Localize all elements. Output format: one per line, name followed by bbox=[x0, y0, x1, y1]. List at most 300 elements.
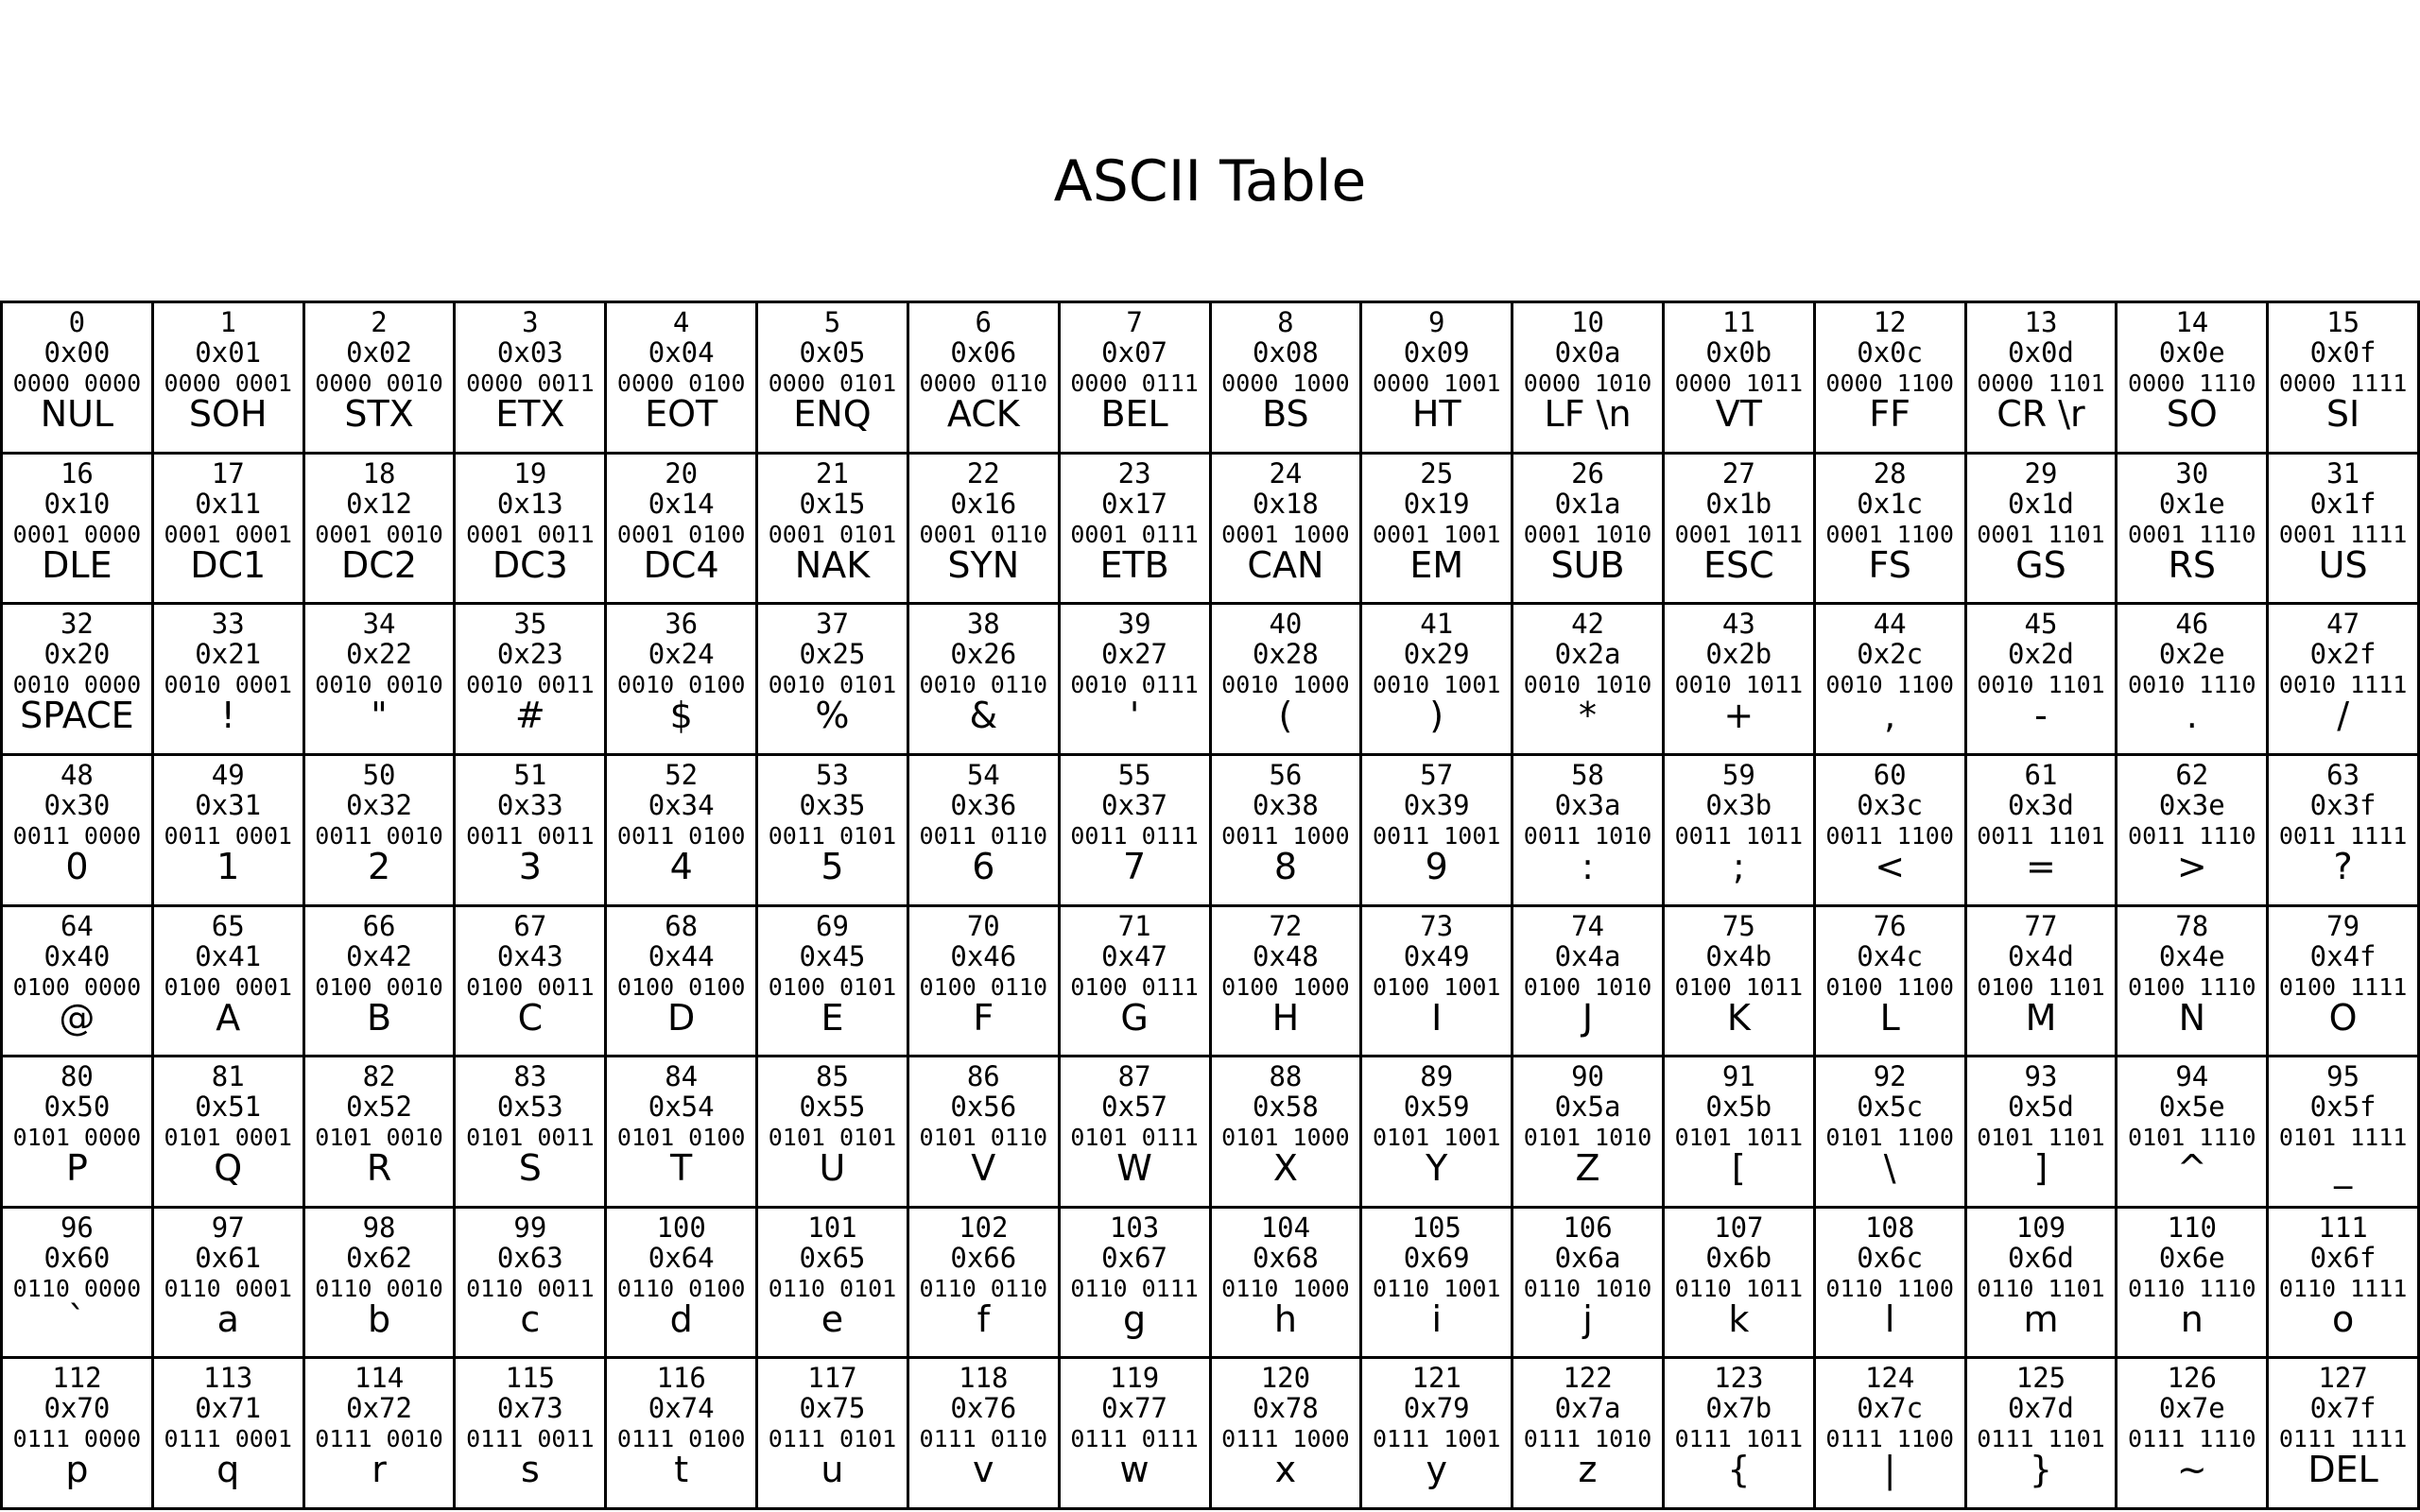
character-symbol: US bbox=[2318, 543, 2368, 586]
hex-value: 0x44 bbox=[648, 939, 715, 972]
binary-value: 0100 1001 bbox=[1372, 972, 1501, 1001]
ascii-cell bbox=[305, 303, 457, 455]
decimal-value: 30 bbox=[2175, 456, 2209, 490]
character-symbol: $ bbox=[669, 695, 693, 737]
character-symbol: Y bbox=[1426, 1147, 1448, 1190]
character-symbol: c bbox=[520, 1297, 541, 1340]
binary-value: 0110 1101 bbox=[1977, 1274, 2105, 1302]
ascii-cell bbox=[1061, 1057, 1212, 1209]
ascii-cell bbox=[456, 303, 607, 455]
ascii-cell bbox=[607, 907, 758, 1058]
character-symbol: C bbox=[517, 996, 544, 1039]
decimal-value: 4 bbox=[672, 306, 690, 338]
hex-value: 0x7c bbox=[1857, 1392, 1924, 1425]
character-symbol: W bbox=[1116, 1147, 1152, 1190]
decimal-value: 55 bbox=[1117, 758, 1151, 791]
hex-value: 0x46 bbox=[950, 939, 1017, 972]
binary-value: 0100 0101 bbox=[768, 972, 897, 1001]
decimal-value: 91 bbox=[1721, 1060, 1755, 1093]
hex-value: 0x47 bbox=[1101, 939, 1168, 972]
ascii-cell bbox=[1212, 1209, 1363, 1360]
ascii-cell bbox=[1212, 605, 1363, 756]
decimal-value: 50 bbox=[362, 758, 396, 791]
ascii-table bbox=[0, 301, 2420, 1510]
decimal-value: 27 bbox=[1721, 456, 1755, 490]
decimal-value: 104 bbox=[1260, 1211, 1311, 1244]
binary-value: 0101 0010 bbox=[315, 1124, 443, 1152]
decimal-value: 79 bbox=[2326, 909, 2360, 942]
decimal-value: 51 bbox=[513, 758, 547, 791]
binary-value: 0010 1111 bbox=[2278, 671, 2408, 699]
character-symbol: ? bbox=[2333, 845, 2353, 887]
binary-value: 0011 0011 bbox=[466, 821, 595, 850]
decimal-value: 83 bbox=[513, 1060, 547, 1093]
binary-value: 0001 0100 bbox=[616, 520, 746, 548]
hex-value: 0x2a bbox=[1554, 638, 1621, 671]
character-symbol: ' bbox=[1129, 695, 1140, 737]
decimal-value: 109 bbox=[2015, 1211, 2066, 1244]
decimal-value: 67 bbox=[513, 909, 547, 942]
binary-value: 0000 0100 bbox=[616, 369, 746, 397]
ascii-cell bbox=[607, 455, 758, 606]
hex-value: 0x72 bbox=[346, 1392, 412, 1425]
hex-value: 0x21 bbox=[195, 638, 262, 671]
hex-value: 0x3a bbox=[1554, 788, 1621, 821]
ascii-cell bbox=[1362, 907, 1513, 1058]
hex-value: 0x70 bbox=[43, 1392, 111, 1425]
hex-value: 0x6f bbox=[2309, 1241, 2377, 1274]
decimal-value: 72 bbox=[1269, 909, 1303, 942]
ascii-cell bbox=[3, 605, 154, 756]
ascii-cell bbox=[154, 1209, 305, 1360]
ascii-cell bbox=[1816, 455, 1967, 606]
ascii-cell bbox=[1967, 907, 2118, 1058]
character-symbol: D bbox=[667, 996, 696, 1039]
binary-value: 0110 1111 bbox=[2278, 1274, 2408, 1302]
character-symbol: o bbox=[2331, 1297, 2355, 1340]
hex-value: 0x17 bbox=[1101, 487, 1168, 520]
ascii-cell bbox=[1816, 303, 1967, 455]
binary-value: 0010 1100 bbox=[1825, 671, 1954, 699]
ascii-cell bbox=[758, 1359, 909, 1510]
character-symbol: Q bbox=[214, 1147, 243, 1190]
ascii-cell bbox=[1513, 605, 1665, 756]
ascii-cell bbox=[909, 1057, 1061, 1209]
hex-value: 0x6c bbox=[1857, 1241, 1924, 1274]
decimal-value: 118 bbox=[959, 1362, 1009, 1395]
binary-value: 0011 1110 bbox=[2128, 821, 2256, 850]
character-symbol: SPACE bbox=[20, 695, 134, 737]
ascii-cell bbox=[607, 1359, 758, 1510]
decimal-value: 9 bbox=[1427, 306, 1445, 338]
character-symbol: CAN bbox=[1247, 543, 1324, 586]
binary-value: 0001 0111 bbox=[1070, 520, 1199, 548]
character-symbol: P bbox=[65, 1147, 88, 1190]
decimal-value: 61 bbox=[2024, 758, 2058, 791]
character-symbol: ! bbox=[220, 695, 235, 737]
decimal-value: 113 bbox=[203, 1362, 253, 1395]
hex-value: 0x29 bbox=[1403, 638, 1470, 671]
binary-value: 0111 1110 bbox=[2128, 1425, 2256, 1453]
decimal-value: 24 bbox=[1269, 456, 1303, 490]
decimal-value: 106 bbox=[1563, 1211, 1613, 1244]
character-symbol: _ bbox=[2334, 1147, 2353, 1190]
ascii-cell bbox=[758, 1057, 909, 1209]
binary-value: 0010 1001 bbox=[1372, 671, 1501, 699]
character-symbol: , bbox=[1884, 695, 1896, 737]
character-symbol: t bbox=[674, 1449, 689, 1491]
decimal-value: 80 bbox=[60, 1060, 94, 1093]
binary-value: 0001 1001 bbox=[1372, 520, 1501, 548]
character-symbol: 4 bbox=[669, 845, 693, 887]
ascii-cell bbox=[758, 1209, 909, 1360]
character-symbol: 6 bbox=[972, 845, 995, 887]
decimal-value: 96 bbox=[60, 1211, 94, 1244]
decimal-value: 119 bbox=[1109, 1362, 1160, 1395]
decimal-value: 103 bbox=[1109, 1211, 1160, 1244]
hex-value: 0x32 bbox=[346, 788, 412, 821]
ascii-cell bbox=[2118, 907, 2269, 1058]
character-symbol: l bbox=[1884, 1297, 1895, 1340]
binary-value: 0100 1111 bbox=[2278, 972, 2408, 1001]
character-symbol: p bbox=[65, 1449, 89, 1491]
hex-value: 0x06 bbox=[950, 336, 1017, 369]
binary-value: 0001 0101 bbox=[768, 520, 897, 548]
binary-value: 0011 0110 bbox=[919, 821, 1048, 850]
character-symbol: ETX bbox=[495, 393, 565, 435]
ascii-cell bbox=[1061, 303, 1212, 455]
binary-value: 0100 0111 bbox=[1070, 972, 1199, 1001]
binary-value: 0100 1100 bbox=[1825, 972, 1954, 1001]
character-symbol: + bbox=[1723, 695, 1754, 737]
decimal-value: 22 bbox=[966, 456, 1000, 490]
ascii-cell bbox=[154, 1057, 305, 1209]
ascii-cell bbox=[154, 455, 305, 606]
decimal-value: 6 bbox=[975, 306, 993, 338]
binary-value: 0110 0101 bbox=[768, 1274, 897, 1302]
ascii-cell bbox=[456, 907, 607, 1058]
character-symbol: / bbox=[2337, 695, 2349, 737]
ascii-cell bbox=[607, 605, 758, 756]
character-symbol: DLE bbox=[42, 543, 112, 586]
ascii-cell bbox=[758, 605, 909, 756]
hex-value: 0x49 bbox=[1403, 939, 1470, 972]
ascii-cell bbox=[909, 756, 1061, 907]
binary-value: 0001 1010 bbox=[1523, 520, 1652, 548]
character-symbol: m bbox=[2023, 1297, 2059, 1340]
character-symbol: u bbox=[821, 1449, 844, 1491]
decimal-value: 52 bbox=[665, 758, 699, 791]
ascii-cell bbox=[1665, 756, 1816, 907]
ascii-cell bbox=[607, 1057, 758, 1209]
hex-value: 0x22 bbox=[346, 638, 412, 671]
character-symbol: HT bbox=[1411, 393, 1461, 435]
ascii-cell bbox=[758, 303, 909, 455]
character-symbol: 0 bbox=[65, 845, 89, 887]
ascii-cell bbox=[1212, 455, 1363, 606]
binary-value: 0001 1100 bbox=[1825, 520, 1954, 548]
hex-value: 0x5b bbox=[1705, 1091, 1772, 1124]
character-symbol: ( bbox=[1278, 695, 1293, 737]
character-symbol: = bbox=[2026, 845, 2056, 887]
binary-value: 0011 0010 bbox=[315, 821, 443, 850]
character-symbol: d bbox=[669, 1297, 693, 1340]
hex-value: 0x55 bbox=[799, 1091, 866, 1124]
hex-value: 0x3c bbox=[1857, 788, 1924, 821]
ascii-cell bbox=[3, 1209, 154, 1360]
hex-value: 0x18 bbox=[1252, 487, 1319, 520]
decimal-value: 43 bbox=[1721, 608, 1755, 641]
ascii-cell bbox=[154, 1359, 305, 1510]
ascii-cell bbox=[1665, 1209, 1816, 1360]
decimal-value: 17 bbox=[211, 456, 245, 490]
decimal-value: 97 bbox=[211, 1211, 245, 1244]
ascii-cell bbox=[909, 303, 1061, 455]
ascii-cell bbox=[1362, 303, 1513, 455]
decimal-value: 98 bbox=[362, 1211, 396, 1244]
binary-value: 0100 0100 bbox=[616, 972, 746, 1001]
binary-value: 0000 1100 bbox=[1825, 369, 1954, 397]
decimal-value: 125 bbox=[2015, 1362, 2066, 1395]
hex-value: 0x5c bbox=[1857, 1091, 1924, 1124]
decimal-value: 124 bbox=[1864, 1362, 1915, 1395]
binary-value: 0000 1000 bbox=[1221, 369, 1350, 397]
character-symbol: E bbox=[821, 996, 844, 1039]
decimal-value: 44 bbox=[1873, 608, 1907, 641]
binary-value: 0111 0101 bbox=[768, 1425, 897, 1453]
decimal-value: 60 bbox=[1873, 758, 1907, 791]
decimal-value: 35 bbox=[513, 608, 547, 641]
binary-value: 0101 0100 bbox=[616, 1124, 746, 1152]
ascii-cell bbox=[3, 1057, 154, 1209]
decimal-value: 48 bbox=[60, 758, 94, 791]
hex-value: 0x58 bbox=[1252, 1091, 1319, 1124]
hex-value: 0x7b bbox=[1705, 1392, 1772, 1425]
character-symbol: I bbox=[1431, 996, 1443, 1039]
hex-value: 0x0c bbox=[1857, 336, 1924, 369]
ascii-cell bbox=[2118, 756, 2269, 907]
ascii-cell bbox=[1513, 1057, 1665, 1209]
binary-value: 0110 1100 bbox=[1825, 1274, 1954, 1302]
hex-value: 0x3d bbox=[2008, 788, 2074, 821]
character-symbol: J bbox=[1582, 996, 1594, 1039]
ascii-cell bbox=[1212, 907, 1363, 1058]
hex-value: 0x7f bbox=[2309, 1392, 2377, 1425]
hex-value: 0x34 bbox=[648, 788, 715, 821]
binary-value: 0000 0111 bbox=[1070, 369, 1199, 397]
binary-value: 0010 0000 bbox=[12, 671, 142, 699]
ascii-cell bbox=[2269, 756, 2420, 907]
binary-value: 0001 0001 bbox=[164, 520, 292, 548]
character-symbol: " bbox=[371, 695, 388, 737]
decimal-value: 26 bbox=[1571, 456, 1604, 490]
character-symbol: EOT bbox=[645, 393, 718, 435]
decimal-value: 11 bbox=[1721, 306, 1755, 338]
ascii-cell bbox=[154, 907, 305, 1058]
decimal-value: 127 bbox=[2318, 1362, 2368, 1395]
hex-value: 0x42 bbox=[346, 939, 412, 972]
character-symbol: x bbox=[1274, 1449, 1297, 1491]
binary-value: 0101 1111 bbox=[2278, 1124, 2408, 1152]
binary-value: 0101 0101 bbox=[768, 1124, 897, 1152]
character-symbol: T bbox=[670, 1147, 693, 1190]
decimal-value: 41 bbox=[1420, 608, 1454, 641]
hex-value: 0x1e bbox=[2158, 487, 2225, 520]
character-symbol: & bbox=[969, 695, 998, 737]
decimal-value: 92 bbox=[1873, 1060, 1907, 1093]
decimal-value: 32 bbox=[60, 608, 94, 641]
hex-value: 0x5d bbox=[2008, 1091, 2074, 1124]
binary-value: 0010 1011 bbox=[1674, 671, 1804, 699]
character-symbol: DC2 bbox=[341, 543, 418, 586]
ascii-cell bbox=[1513, 1209, 1665, 1360]
character-symbol: EM bbox=[1409, 543, 1464, 586]
binary-value: 0000 0010 bbox=[315, 369, 443, 397]
decimal-value: 20 bbox=[665, 456, 699, 490]
ascii-cell bbox=[1665, 1057, 1816, 1209]
decimal-value: 49 bbox=[211, 758, 245, 791]
decimal-value: 86 bbox=[966, 1060, 1000, 1093]
ascii-cell bbox=[1061, 455, 1212, 606]
hex-value: 0x0e bbox=[2158, 336, 2225, 369]
hex-value: 0x4d bbox=[2008, 939, 2074, 972]
hex-value: 0x2e bbox=[2158, 638, 2225, 671]
binary-value: 0110 0010 bbox=[315, 1274, 443, 1302]
binary-value: 0011 1101 bbox=[1977, 821, 2105, 850]
page-title: ASCII Table bbox=[1053, 148, 1367, 215]
hex-value: 0x38 bbox=[1252, 788, 1319, 821]
character-symbol: b bbox=[367, 1297, 391, 1340]
ascii-cell bbox=[3, 756, 154, 907]
binary-value: 0101 1011 bbox=[1674, 1124, 1804, 1152]
hex-value: 0x30 bbox=[43, 788, 111, 821]
binary-value: 0111 1000 bbox=[1221, 1425, 1350, 1453]
character-symbol: 1 bbox=[216, 845, 240, 887]
character-symbol: N bbox=[2178, 996, 2205, 1039]
decimal-value: 53 bbox=[816, 758, 849, 791]
decimal-value: 68 bbox=[665, 909, 699, 942]
decimal-value: 29 bbox=[2024, 456, 2058, 490]
hex-value: 0x28 bbox=[1252, 638, 1319, 671]
hex-value: 0x69 bbox=[1403, 1241, 1470, 1274]
decimal-value: 107 bbox=[1714, 1211, 1764, 1244]
ascii-cell bbox=[3, 907, 154, 1058]
hex-value: 0x26 bbox=[950, 638, 1017, 671]
character-symbol: y bbox=[1426, 1449, 1447, 1491]
binary-value: 0110 0100 bbox=[616, 1274, 746, 1302]
hex-value: 0x01 bbox=[195, 336, 262, 369]
decimal-value: 56 bbox=[1269, 758, 1303, 791]
binary-value: 0101 0001 bbox=[164, 1124, 292, 1152]
decimal-value: 63 bbox=[2326, 758, 2360, 791]
binary-value: 0011 1010 bbox=[1523, 821, 1652, 850]
hex-value: 0x5f bbox=[2309, 1091, 2377, 1124]
hex-value: 0x7e bbox=[2158, 1392, 2225, 1425]
character-symbol: 3 bbox=[518, 845, 542, 887]
character-symbol: h bbox=[1273, 1297, 1297, 1340]
ascii-cell bbox=[456, 455, 607, 606]
decimal-value: 57 bbox=[1420, 758, 1454, 791]
hex-value: 0x36 bbox=[950, 788, 1017, 821]
binary-value: 0000 0011 bbox=[466, 369, 595, 397]
decimal-value: 10 bbox=[1571, 306, 1604, 338]
binary-value: 0000 1111 bbox=[2278, 369, 2408, 397]
binary-value: 0001 0010 bbox=[315, 520, 443, 548]
character-symbol: FS bbox=[1868, 543, 1911, 586]
ascii-cell bbox=[305, 605, 457, 756]
hex-value: 0x3b bbox=[1705, 788, 1772, 821]
binary-value: 0111 0110 bbox=[919, 1425, 1048, 1453]
character-symbol: > bbox=[2176, 845, 2207, 887]
binary-value: 0000 1011 bbox=[1674, 369, 1804, 397]
hex-value: 0x31 bbox=[195, 788, 262, 821]
ascii-cell bbox=[2269, 455, 2420, 606]
binary-value: 0100 1110 bbox=[2128, 972, 2256, 1001]
binary-value: 0110 1001 bbox=[1372, 1274, 1501, 1302]
binary-value: 0111 0100 bbox=[616, 1425, 746, 1453]
binary-value: 0011 0000 bbox=[12, 821, 142, 850]
hex-value: 0x63 bbox=[496, 1241, 563, 1274]
hex-value: 0x35 bbox=[799, 788, 866, 821]
decimal-value: 115 bbox=[505, 1362, 556, 1395]
character-symbol: w bbox=[1119, 1449, 1150, 1491]
hex-value: 0x7d bbox=[2008, 1392, 2074, 1425]
ascii-cell bbox=[1061, 907, 1212, 1058]
character-symbol: 8 bbox=[1273, 845, 1297, 887]
decimal-value: 102 bbox=[959, 1211, 1009, 1244]
decimal-value: 123 bbox=[1714, 1362, 1764, 1395]
hex-value: 0x6d bbox=[2008, 1241, 2074, 1274]
hex-value: 0x4e bbox=[2158, 939, 2225, 972]
binary-value: 0001 0110 bbox=[919, 520, 1048, 548]
binary-value: 0011 0001 bbox=[164, 821, 292, 850]
decimal-value: 42 bbox=[1571, 608, 1604, 641]
ascii-cell bbox=[2118, 455, 2269, 606]
character-symbol: q bbox=[216, 1449, 240, 1491]
hex-value: 0x40 bbox=[43, 939, 111, 972]
ascii-cell bbox=[909, 605, 1061, 756]
hex-value: 0x78 bbox=[1252, 1392, 1319, 1425]
ascii-cell bbox=[2118, 605, 2269, 756]
binary-value: 0100 0000 bbox=[12, 972, 142, 1001]
binary-value: 0111 0011 bbox=[466, 1425, 595, 1453]
character-symbol: j bbox=[1582, 1297, 1593, 1340]
character-symbol: SOH bbox=[188, 393, 268, 435]
binary-value: 0000 1010 bbox=[1523, 369, 1652, 397]
hex-value: 0x4c bbox=[1857, 939, 1924, 972]
binary-value: 0001 1110 bbox=[2128, 520, 2256, 548]
decimal-value: 38 bbox=[966, 608, 1000, 641]
ascii-cell bbox=[1061, 756, 1212, 907]
character-symbol: DEL bbox=[2308, 1449, 2378, 1491]
character-symbol: STX bbox=[344, 393, 414, 435]
binary-value: 0011 0111 bbox=[1070, 821, 1199, 850]
decimal-value: 101 bbox=[807, 1211, 857, 1244]
ascii-cell bbox=[1967, 1359, 2118, 1510]
decimal-value: 25 bbox=[1420, 456, 1454, 490]
binary-value: 0010 0001 bbox=[164, 671, 292, 699]
character-symbol: ` bbox=[67, 1297, 86, 1340]
character-symbol: e bbox=[821, 1297, 844, 1340]
ascii-cell bbox=[758, 455, 909, 606]
decimal-value: 46 bbox=[2175, 608, 2209, 641]
hex-value: 0x1a bbox=[1554, 487, 1621, 520]
character-symbol: i bbox=[1431, 1297, 1442, 1340]
ascii-cell bbox=[1061, 1209, 1212, 1360]
binary-value: 0001 1000 bbox=[1221, 520, 1350, 548]
ascii-cell bbox=[1816, 756, 1967, 907]
hex-value: 0x64 bbox=[648, 1241, 715, 1274]
